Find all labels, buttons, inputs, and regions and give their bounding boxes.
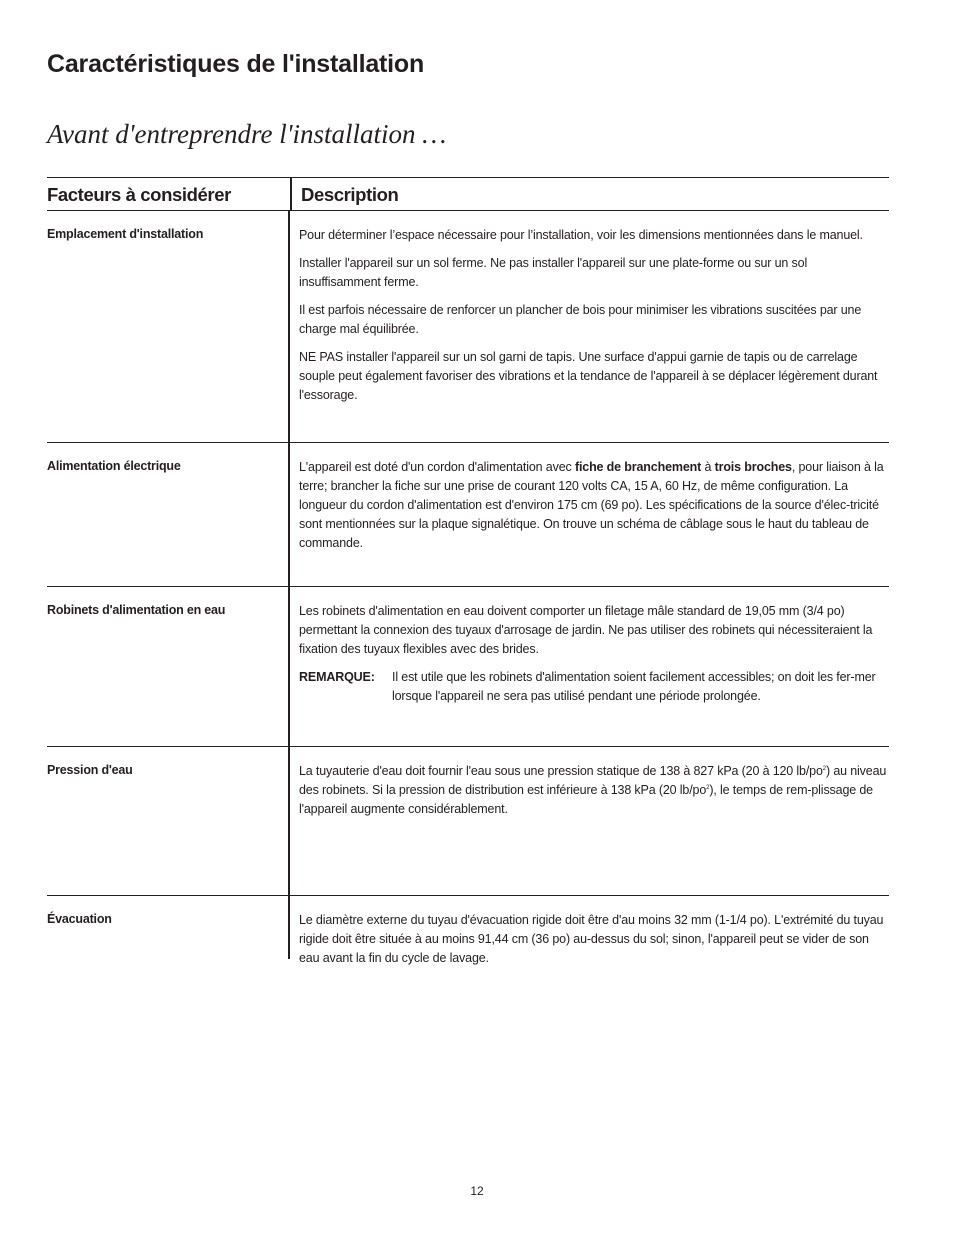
description-paragraph: Le diamètre externe du tuyau d'évacuation rigide doit être d'au moins 32 mm (1-1/4 po). L'extrémité du tuyau rigide doit être située à au moins 91,44 cm (36 po) au-dessus du sol; sinon, l'appareil peut se vider de son eau avant la fin du cycle de lavage. (299, 913, 884, 965)
description-paragraph: Il est parfois nécessaire de renforcer un plancher de bois pour minimiser les vibrations suscitées par une charge mal équilibrée. (299, 303, 862, 336)
page-number: 12 (470, 1184, 484, 1198)
table-row-robinets (47, 587, 889, 747)
description-cell (290, 443, 889, 586)
table-row-evacuation (47, 896, 889, 965)
description-paragraph: NE PAS installer l'appareil sur un sol garni de tapis. Une surface d'appui garnie de tapis ou de carrelage souple peut également favoriser des vibrations et la tendance de l'appareil à se déplacer légèrement durant l'essorage. (299, 350, 878, 402)
description-paragraph: Les robinets d'alimentation en eau doivent comporter un filetage mâle standard de 19,05 mm (3/4 po) permettant la connexion des tuyaux d'arrosage de jardin. Ne pas utiliser des robinets qui nécessiteraient la fixation des tuyaux flexibles avec des brides. (299, 604, 873, 656)
factor-label: Pression d'eau (47, 747, 290, 895)
bold-text-plug: fiche de branchement (574, 460, 702, 474)
header-description: Description (301, 184, 399, 205)
note (299, 668, 889, 706)
description-paragraph (299, 458, 889, 553)
factor-label: Alimentation électrique (47, 443, 290, 586)
factor-label: Robinets d'alimentation en eau (47, 587, 290, 746)
text-run: La tuyauterie d'eau doit fournir l'eau sous une pression statique de 138 à 827 kPa (20 à 120 lb/po (299, 764, 823, 778)
table-row-alimentation (47, 443, 889, 587)
description-cell (290, 896, 889, 965)
bold-text-prongs: trois broches (714, 460, 792, 474)
text-run: ), le temps de rem-plissage de l'appareil augmente considérablement. (299, 783, 873, 816)
header-factors: Facteurs à considérer (47, 178, 292, 210)
note-label: REMARQUE: (299, 670, 375, 684)
description-cell (290, 747, 889, 895)
factor-label: Évacuation (47, 896, 290, 959)
text-run: , pour liaison à la terre; brancher la fiche sur une prise de courant 120 volts CA, 15 A, 60 Hz, de même configuration. La longueur du cordon d'alimentation est d'environ 175 cm (69 po). Les spécifications de la source d'élec-tricité sont mentionnées sur la plaque signalétique. On trouve un schéma de câblage sous le haut du tableau de commande. (299, 460, 884, 550)
superscript: 2 (822, 766, 826, 772)
description-cell (290, 211, 889, 442)
table-row-pression (47, 747, 889, 896)
factor-label: Emplacement d'installation (47, 211, 290, 442)
installation-table (47, 177, 889, 965)
table-row-emplacement (47, 211, 889, 443)
page-title: Caractéristiques de l'installation (47, 50, 425, 78)
note-text: Il est utile que les robinets d'alimentation soient facilement accessibles; on doit les fer-mer lorsque l'appareil ne sera pas utilisé pendant une période prolongée. (392, 670, 876, 703)
description-cell (290, 587, 889, 746)
table-header (47, 177, 889, 211)
text-run: L'appareil est doté d'un cordon d'alimentation avec (299, 460, 575, 474)
description-paragraph: Pour déterminer l’espace nécessaire pour l’installation, voir les dimensions mentionnées dans le manuel. (299, 228, 863, 242)
section-title: Avant d'entreprendre l'installation … (47, 119, 447, 149)
description-paragraph: Installer l'appareil sur un sol ferme. Ne pas installer l'appareil sur une plate-forme ou sur un sol insuffisamment ferme. (299, 256, 808, 289)
description-paragraph (299, 762, 889, 819)
text-run: à (701, 460, 715, 474)
superscript: 2 (706, 785, 710, 791)
text-run: ) au niveau des robinets. Si la pression de distribution est inférieure à 138 kPa (20 lb/po (299, 764, 887, 797)
